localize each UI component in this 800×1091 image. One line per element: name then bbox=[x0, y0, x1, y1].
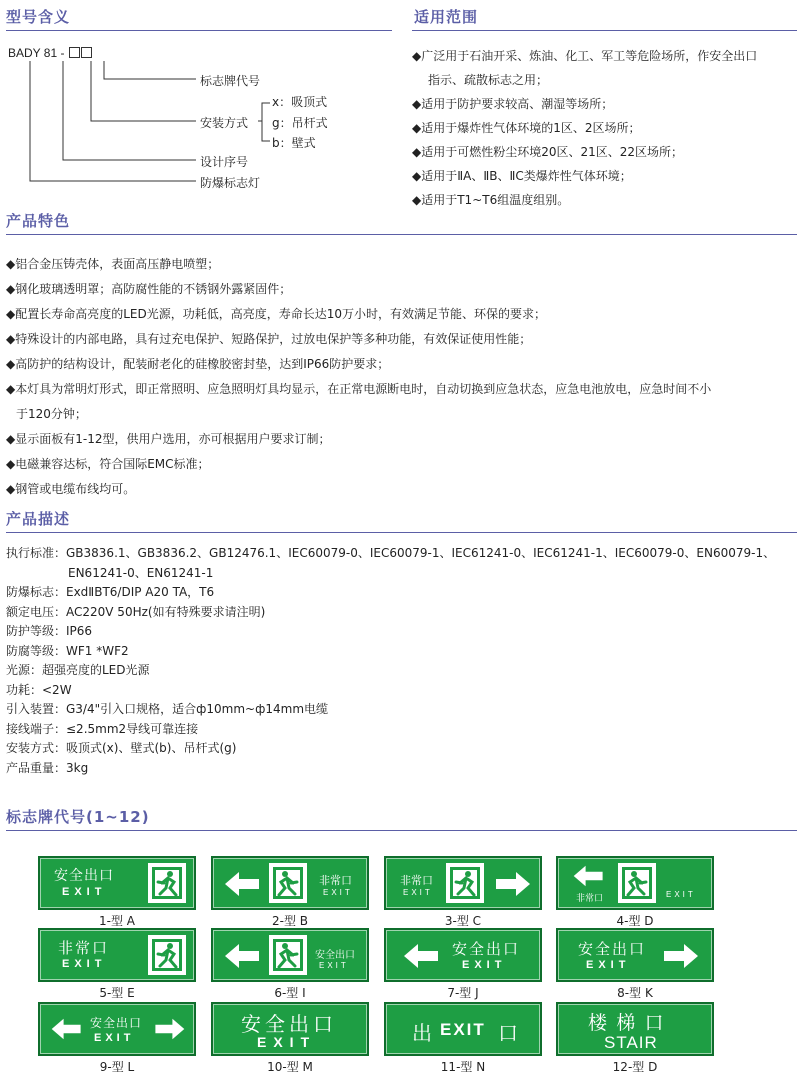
sign-text-safe-exit: 安全出口 bbox=[54, 867, 114, 883]
desc-row: 接线端子：≤2.5mm2导线可靠连接 bbox=[6, 721, 199, 736]
feature-item: ◆铝合金压铸壳体，表面高压静电喷塑； bbox=[6, 257, 220, 271]
scope-item: ◆广泛用于石油开采、炼油、化工、军工等危险场所，作安全出口 bbox=[412, 49, 758, 63]
sign-caption: 2-型 B bbox=[271, 914, 308, 928]
scope-item: ◆适用于T1~T6组温度组别。 bbox=[412, 193, 570, 207]
sign-caption: 6-型 I bbox=[274, 986, 306, 1000]
label-install-b: b：壁式 bbox=[272, 136, 316, 150]
sign-text-emergency-exit: 非常口 bbox=[576, 893, 604, 903]
section-divider bbox=[412, 30, 797, 31]
section-title-signs: 标志牌代号(1~12) bbox=[6, 808, 150, 826]
section-divider bbox=[6, 234, 797, 235]
arrow-right-icon bbox=[660, 941, 700, 971]
desc-row: 额定电压：AC220V 50Hz(如有特殊要求请注明) bbox=[6, 604, 266, 619]
running-man-icon bbox=[267, 861, 309, 905]
sign-caption: 4-型 D bbox=[616, 914, 654, 928]
section-divider bbox=[6, 830, 797, 831]
arrow-left-icon bbox=[223, 869, 263, 899]
desc-row: 执行标准：GB3836.1、GB3836.2、GB12476.1、IEC60079-0、IEC60079-1、IEC61241-0、IEC61241-1、IEC60079-0、EN60079-1、 bbox=[6, 546, 776, 560]
sign-text-emergency-exit: 非常口 bbox=[319, 875, 352, 887]
exit-sign-11 bbox=[384, 1002, 542, 1056]
sign-text-kou: 口 bbox=[498, 1023, 518, 1045]
desc-row: 引入装置：G3/4"引入口规格，适合ф10mm~ф14mm电缆 bbox=[6, 702, 329, 716]
scope-item: ◆适用于爆炸性气体环境的1区、2区场所； bbox=[412, 121, 641, 135]
model-diagram-lines bbox=[0, 0, 400, 200]
arrow-left-icon bbox=[402, 941, 442, 971]
exit-sign-5 bbox=[38, 928, 196, 982]
sign-text-exit: EXIT bbox=[666, 890, 696, 899]
sign-text-exit: EXIT bbox=[403, 888, 433, 897]
sign-caption: 7-型 J bbox=[447, 986, 479, 1000]
desc-row: 光源：超强亮度的LED光源 bbox=[6, 663, 150, 677]
sign-text-chu: 出 bbox=[412, 1023, 432, 1045]
exit-sign-9 bbox=[38, 1002, 196, 1056]
feature-item: ◆钢化玻璃透明罩；高防腐性能的不锈钢外露紧固件； bbox=[6, 282, 292, 296]
arrow-left-icon bbox=[50, 1016, 84, 1042]
sign-text-emergency-exit: 非常口 bbox=[400, 875, 433, 887]
running-man-icon bbox=[616, 861, 658, 905]
sign-text-safe-exit: 安全出口 bbox=[452, 941, 521, 958]
features-list bbox=[6, 252, 796, 502]
scope-item: 指示、疏散标志之用； bbox=[428, 73, 549, 87]
exit-sign-12 bbox=[556, 1002, 714, 1056]
scope-list bbox=[412, 44, 797, 212]
feature-item: ◆电磁兼容达标，符合国际EMC标准； bbox=[6, 457, 210, 471]
sign-caption: 10-型 M bbox=[267, 1060, 313, 1074]
running-man-icon bbox=[146, 933, 188, 977]
sign-caption: 1-型 A bbox=[99, 914, 135, 928]
sign-text-exit: EXIT bbox=[94, 1032, 135, 1044]
label-install: 安装方式 bbox=[200, 116, 249, 130]
desc-row: 防护等级：IP66 bbox=[6, 624, 93, 638]
section-title-description: 产品描述 bbox=[6, 510, 71, 528]
arrow-left-icon bbox=[572, 863, 606, 889]
exit-sign-8 bbox=[556, 928, 714, 982]
scope-item: ◆适用于防护要求较高、潮湿等场所； bbox=[412, 97, 614, 111]
sign-text-safe-exit: 安全出口 bbox=[90, 1016, 143, 1030]
exit-sign-7 bbox=[384, 928, 542, 982]
exit-sign-4 bbox=[556, 856, 714, 910]
sign-text-safe-exit: 安全出口 bbox=[578, 941, 647, 958]
section-title-model: 型号含义 bbox=[6, 8, 71, 26]
desc-row: 防爆标志：ExdⅡBT6/DIP A20 TA，T6 bbox=[6, 585, 215, 599]
label-lamp: 防爆标志灯 bbox=[200, 176, 261, 190]
section-title-scope: 适用范围 bbox=[414, 8, 479, 26]
sign-text-exit: EXIT bbox=[440, 1020, 486, 1039]
sign-text-emergency-exit: 非常口 bbox=[58, 940, 110, 957]
scope-item: ◆适用于可燃性粉尘环境20区、21区、22区场所； bbox=[412, 145, 684, 159]
sign-text-exit: EXIT bbox=[323, 888, 353, 897]
sign-text-exit: EXIT bbox=[62, 886, 107, 898]
running-man-icon bbox=[146, 861, 188, 905]
exit-sign-2 bbox=[211, 856, 369, 910]
section-title-features: 产品特色 bbox=[6, 212, 71, 230]
arrow-right-icon bbox=[492, 869, 532, 899]
arrow-left-icon bbox=[223, 941, 263, 971]
sign-caption: 3-型 C bbox=[444, 914, 482, 928]
arrow-right-icon bbox=[152, 1016, 186, 1042]
sign-text-exit: EXIT bbox=[462, 959, 507, 971]
scope-item: ◆适用于ⅡA、ⅡB、ⅡC类爆炸性气体环境； bbox=[412, 169, 632, 183]
exit-sign-3 bbox=[384, 856, 542, 910]
feature-item: ◆高防护的结构设计，配装耐老化的硅橡胶密封垫，达到IP66防护要求； bbox=[6, 357, 390, 371]
sign-caption: 12-型 D bbox=[612, 1060, 658, 1074]
feature-item: ◆本灯具为常明灯形式，即正常照明、应急照明灯具均显示，在正常电源断电时，自动切换到应急状态，应急电池放电，应急时间不小 bbox=[6, 382, 712, 396]
sign-text-exit: EXIT bbox=[257, 1034, 317, 1050]
section-divider bbox=[6, 532, 797, 533]
feature-item: ◆显示面板有1-12型，供用户选用，亦可根据用户要求订制； bbox=[6, 432, 331, 446]
description-block bbox=[6, 544, 796, 778]
desc-row: 功耗：<2W bbox=[6, 682, 72, 697]
desc-row: EN61241-0、EN61241-1 bbox=[68, 565, 214, 580]
sign-text-exit: EXIT bbox=[586, 959, 631, 971]
sign-text-exit: EXIT bbox=[319, 961, 349, 970]
sign-text-safe-exit: 安全出口 bbox=[315, 950, 355, 961]
exit-sign-10 bbox=[211, 1002, 369, 1056]
label-serial: 设计序号 bbox=[200, 155, 249, 169]
running-man-icon bbox=[267, 933, 309, 977]
sign-text-safe-exit: 安全出口 bbox=[241, 1014, 337, 1036]
desc-row: 产品重量：3kg bbox=[6, 760, 89, 775]
sign-text-exit: EXIT bbox=[62, 958, 107, 970]
feature-item: ◆特殊设计的内部电路，具有过充电保护、短路保护，过放电保护等多种功能，有效保证使用性能； bbox=[6, 332, 532, 346]
sign-caption: 9-型 L bbox=[99, 1060, 135, 1074]
feature-item: ◆钢管或电缆布线均可。 bbox=[6, 482, 136, 496]
desc-row: 安装方式：吸顶式(x)、壁式(b)、吊杆式(g) bbox=[6, 741, 237, 755]
running-man-icon bbox=[444, 861, 486, 905]
sign-text-stairs: 楼 梯 口 bbox=[588, 1013, 666, 1034]
label-install-x: x：吸顶式 bbox=[272, 95, 328, 109]
label-sign-code: 标志牌代号 bbox=[200, 74, 261, 88]
exit-sign-6 bbox=[211, 928, 369, 982]
desc-row: 防腐等级：WF1 *WF2 bbox=[6, 643, 129, 658]
feature-item: ◆配置长寿命高亮度的LED光源，功耗低，高亮度，寿命长达10万小时，有效满足节能、环保的要求； bbox=[6, 307, 547, 321]
label-install-g: g：吊杆式 bbox=[272, 116, 328, 130]
feature-item: 于120分钟； bbox=[16, 407, 87, 421]
exit-sign-1 bbox=[38, 856, 196, 910]
sign-caption: 8-型 K bbox=[617, 986, 653, 1000]
model-code-text: BADY 81 - bbox=[8, 46, 65, 60]
sign-caption: 5-型 E bbox=[99, 986, 135, 1000]
sign-text-stair: STAIR bbox=[604, 1033, 658, 1052]
sign-caption: 11-型 N bbox=[440, 1060, 486, 1074]
